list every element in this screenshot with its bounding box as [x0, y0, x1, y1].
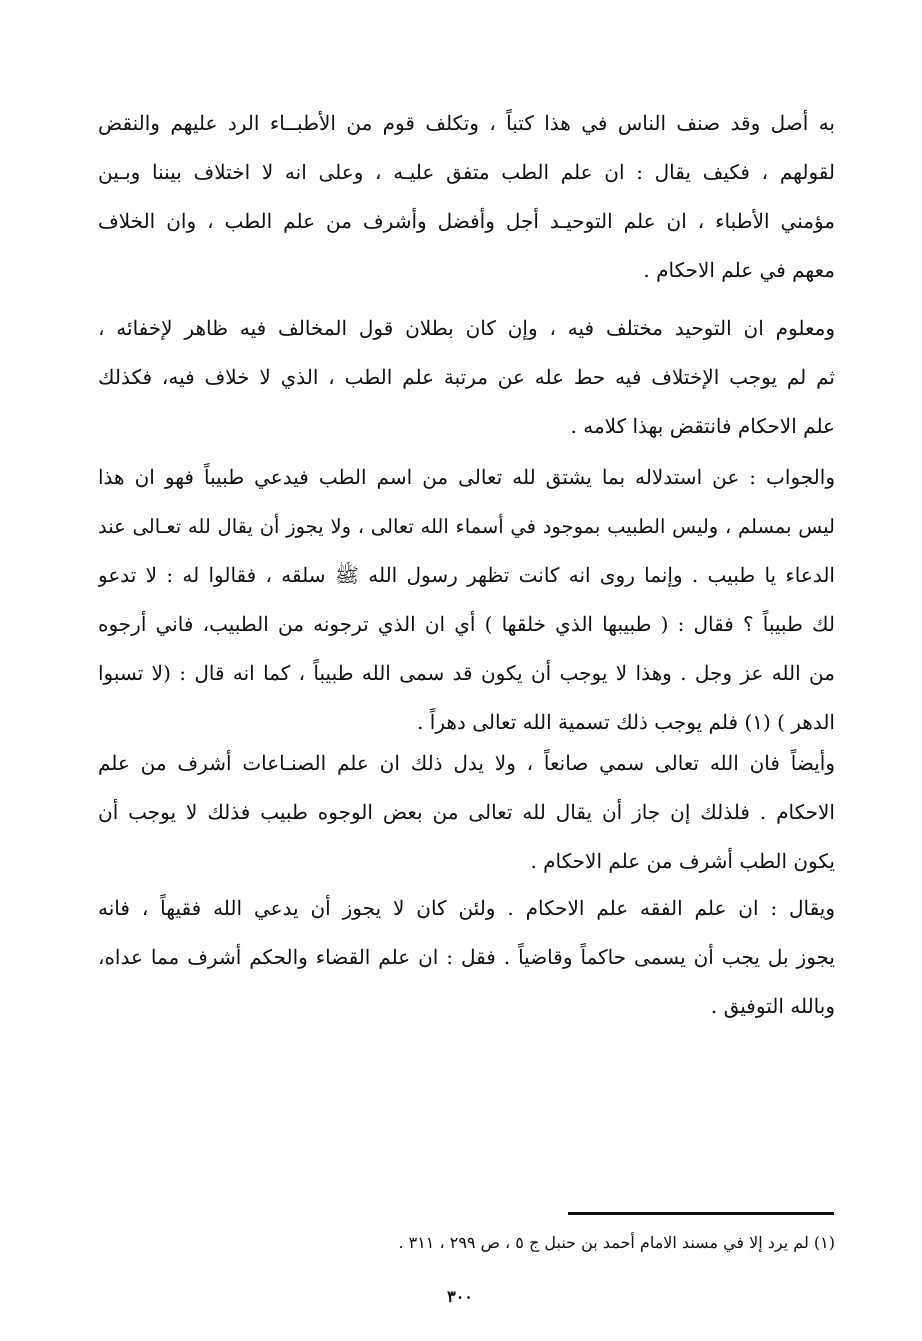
paragraph-2 — [98, 304, 835, 451]
text-line: والجواب : عن استدلاله بما يشتق لله تعالى من اسم الطب فيدعي طبيباً فهو ان هذا — [98, 465, 835, 489]
text-line: الدهر ) (١) فلم يوجب ذلك تسمية الله تعالى دهراً . — [417, 710, 835, 734]
text-line: معهم في علم الاحكام . — [643, 258, 835, 282]
text-line: الدعاء يا طبيب . وإنما روى انه كانت تظهر رسول الله ﷺ سلقه ، فقالوا له : لا تدعو — [98, 563, 835, 587]
paragraph-1 — [98, 99, 835, 295]
text-line: وبالله التوفيق . — [710, 994, 835, 1018]
page-number: ٣٠٠ — [447, 1287, 473, 1306]
text-line: يكون الطب أشرف من علم الاحكام . — [530, 849, 835, 873]
footnote-divider — [568, 1212, 834, 1215]
text-line: علم الاحكام فانتقض بهذا كلامه . — [570, 414, 835, 438]
text-line: به أصل وقد صنف الناس في هذا كتباً ، وتكلف قوم من الأطبــاء الرد عليهم والنقض — [98, 111, 835, 135]
text-line: يجوز بل يجب أن يسمى حاكماً وقاضياً . فقل : ان علم القضاء والحكم أشرف مما عداه، — [98, 945, 835, 969]
text-line: ثم لم يوجب الإختلاف فيه حط عله عن مرتبة علم الطب ، الذي لا خلاف فيه، فكذلك — [98, 365, 835, 389]
footnote: (١) لم يرد إلا في مسند الامام أحمد بن حنبل ج ٥ ، ص ٢٩٩ ، ٣١١ . — [398, 1233, 835, 1252]
text-line: من الله عز وجل . وهذا لا يوجب أن يكون قد سمى الله طبيباً ، كما انه قال : (لا تسبوا — [98, 661, 835, 685]
paragraph-3 — [98, 453, 835, 747]
text-line: وأيضاً فان الله تعالى سمي صانعاً ، ولا يدل ذلك ان علم الصنـاعات أشرف من علم — [98, 751, 835, 775]
text-line: الاحكام . فلذلك إن جاز أن يقال لله تعالى من بعض الوجوه طبيب فذلك لا يوجب أن — [98, 800, 835, 824]
text-line: لك طبيباً ؟ فقال : ( طبيبها الذي خلقها ) أي ان الذي ترجونه من الطبيب، فاني أرجوه — [98, 612, 835, 636]
paragraph-4 — [98, 739, 835, 886]
text-line: لقولهم ، فكيف يقال : ان علم الطب متفق عليـه ، وعلى انه لا اختلاف بيننا وبـين — [98, 160, 835, 184]
text-line: ويقال : ان علم الفقه علم الاحكام . ولئن كان لا يجوز أن يدعي الله فقيهاً ، فانه — [98, 896, 835, 920]
text-line: ومعلوم ان التوحيد مختلف فيه ، وإن كان بطلان قول المخالف فيه ظاهر لإخفائه ، — [98, 316, 835, 340]
text-line: ليس بمسلم ، وليس الطبيب بموجود في أسماء الله تعالى ، ولا يجوز أن يقال لله تعـالى عند — [98, 515, 835, 538]
text-line: مؤمني الأطباء ، ان علم التوحيـد أجل وأفضل وأشرف من علم الطب ، وان الخلاف — [98, 209, 835, 233]
paragraph-5 — [98, 884, 835, 1031]
